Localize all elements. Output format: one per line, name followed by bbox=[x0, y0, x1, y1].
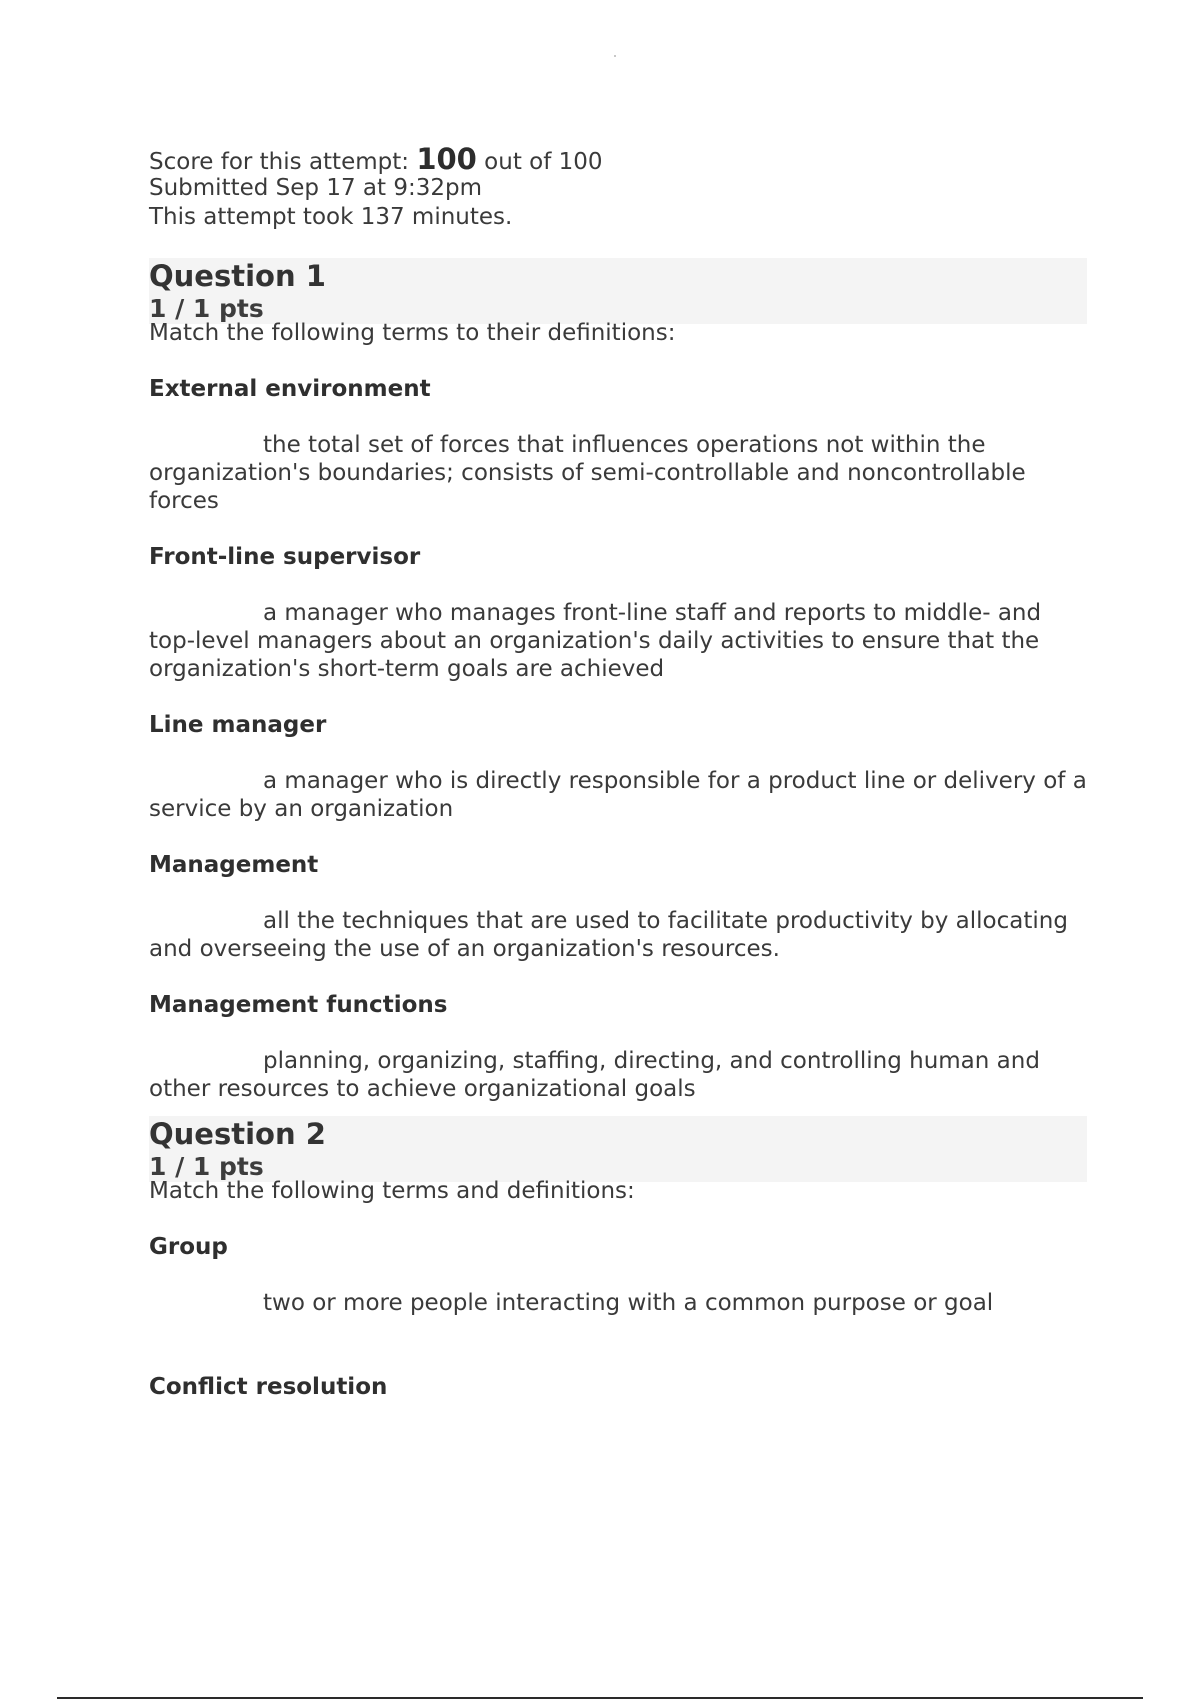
score-line bbox=[149, 142, 1087, 176]
question-header bbox=[149, 258, 1087, 324]
score-suffix: out of 100 bbox=[484, 149, 603, 175]
question-prompt: Match the following terms and definitions: bbox=[149, 1178, 635, 1204]
question-points: 1 / 1 pts bbox=[149, 294, 264, 323]
match-definition: a manager who manages front-line staff and reports to middle- and top-level managers about an organization's daily activities to ensure that the organization's short-term goals are achieved bbox=[149, 600, 1042, 682]
match-term: Line manager bbox=[149, 712, 327, 738]
question-1 bbox=[149, 258, 1087, 1103]
question-2 bbox=[149, 1116, 1087, 1401]
question-points: 1 / 1 pts bbox=[149, 1152, 264, 1181]
match-term: Conflict resolution bbox=[149, 1374, 388, 1400]
match-term: Group bbox=[149, 1234, 228, 1260]
score-value: 100 bbox=[416, 142, 477, 176]
score-label: Score for this attempt: bbox=[149, 149, 409, 175]
submitted-time: Submitted Sep 17 at 9:32pm bbox=[149, 175, 482, 201]
footer-divider bbox=[57, 1697, 1143, 1699]
quiz-results bbox=[149, 142, 1087, 1401]
match-term: Management bbox=[149, 852, 319, 878]
match-definition: the total set of forces that influences operations not within the organization's boundaries; consists of semi-controllable and noncontrollable forces bbox=[149, 432, 1026, 514]
page-mark bbox=[614, 55, 616, 57]
match-definition: two or more people interacting with a common purpose or goal bbox=[263, 1290, 994, 1316]
question-title: Question 1 bbox=[149, 259, 326, 293]
match-term: Management functions bbox=[149, 992, 448, 1018]
match-definition: all the techniques that are used to facilitate productivity by allocating and overseeing the use of an organization's resources. bbox=[149, 908, 1068, 962]
match-term: Front-line supervisor bbox=[149, 544, 421, 570]
attempt-duration: This attempt took 137 minutes. bbox=[149, 204, 513, 230]
match-term: External environment bbox=[149, 376, 431, 402]
question-header bbox=[149, 1116, 1087, 1182]
match-definition: a manager who is directly responsible for a product line or delivery of a service by an organization bbox=[149, 768, 1087, 822]
question-prompt: Match the following terms to their definitions: bbox=[149, 320, 676, 346]
match-definition: planning, organizing, staffing, directing, and controlling human and other resources to achieve organizational goals bbox=[149, 1048, 1040, 1102]
attempt-summary bbox=[149, 142, 1087, 232]
question-title: Question 2 bbox=[149, 1117, 326, 1151]
